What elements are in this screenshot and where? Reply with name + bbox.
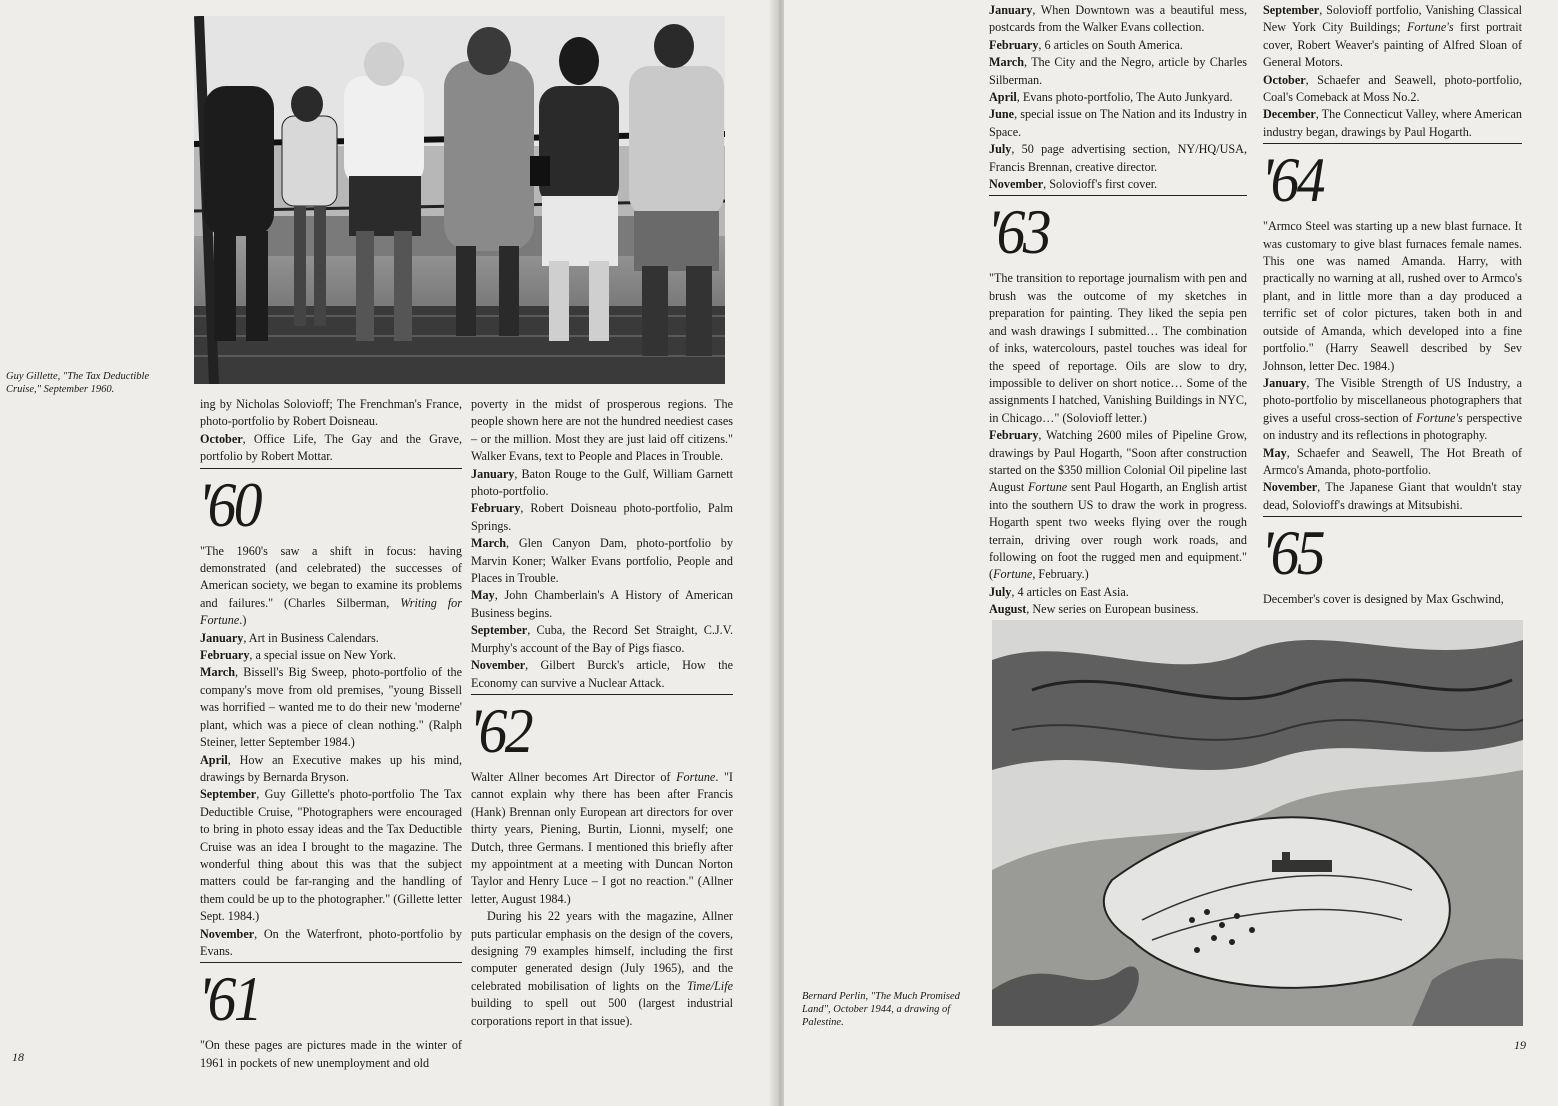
entry-text: , The Connecticut Valley, where American industry began, drawings by Paul Hogarth. [1263, 107, 1522, 139]
entry-july-1962 [989, 141, 1247, 176]
page-number-left: 18 [12, 1050, 24, 1064]
entry-september-1960 [200, 786, 462, 925]
entry-text: , Art in Business Calendars. [243, 630, 379, 645]
right-column-1 [989, 2, 1247, 619]
quote-1961: "On these pages are pictures made in the winter of 1961 in pockets of new unemployment and old [200, 1038, 462, 1070]
month-label: July [989, 584, 1012, 599]
entry-november-1961 [471, 657, 733, 692]
entry-march-1960 [200, 664, 462, 751]
text: ing by Nicholas Solovioff; The Frenchman's France, photo-portfolio by Robert Doisneau. [200, 397, 462, 429]
paragraph-1962-allner [471, 769, 733, 908]
entry-text: , When Downtown was a beautiful mess, postcards from the Walker Evans collection. [989, 3, 1247, 35]
entry-text: , Robert Doisneau photo-portfolio, Palm Springs. [471, 501, 733, 533]
carryover-1959 [200, 396, 462, 431]
text: .) [239, 613, 247, 628]
building-title: Time/Life [686, 978, 733, 993]
month-label: November [989, 177, 1044, 192]
entry-may-1961 [471, 587, 733, 622]
month-label: October [1263, 72, 1306, 87]
cruise-photo-image [194, 16, 725, 384]
left-page [0, 0, 774, 1106]
text: "The 1960's saw a shift in focus: having demonstrated (and celebrated) the successes of American society, we began to examine its problems and failures." (Charles Silberman, [200, 543, 462, 610]
right-column-2 [1263, 2, 1522, 609]
year-heading-1961: '61 [198, 963, 260, 1035]
entry-october-1963 [1263, 72, 1522, 107]
left-column-2 [471, 396, 733, 1030]
month-label: January [200, 630, 244, 645]
entry-text: , John Chamberlain's A History of American Business begins. [471, 588, 733, 620]
entry-text: , Gilbert Burck's article, How the Economy can survive a Nuclear Attack. [471, 658, 733, 690]
month-label: November [471, 658, 526, 673]
month-label: January [1263, 375, 1307, 390]
month-label: February [989, 428, 1039, 443]
month-label: November [200, 926, 255, 941]
entry-text: , The City and the Negro, article by Charles Silberman. [989, 55, 1247, 87]
month-label: February [200, 648, 250, 663]
entry-text: , Solovioff portfolio, Vanishing Classical New York City Buildings; [1263, 3, 1522, 35]
entry-january-1962 [989, 2, 1247, 37]
show-through-texture [10, 470, 190, 487]
entry-march-1961 [471, 535, 733, 587]
magazine-title: Fortune's [1416, 410, 1463, 425]
month-label: April [989, 90, 1017, 105]
cruise-photo [194, 16, 725, 384]
paragraph-1962-covers [471, 908, 733, 1030]
entry-december-1963 [1263, 106, 1522, 141]
text: Walter Allner becomes Art Director of [471, 769, 677, 784]
entry-text: , Solovioff's first cover. [1043, 177, 1158, 192]
entry-text: , 6 articles on South America. [1038, 37, 1183, 52]
magazine-title: Fortune's [1406, 20, 1454, 35]
month-label: September [1263, 3, 1320, 17]
entry-text: , Guy Gillette's photo-portfolio The Tax Deductible Cruise, "Photographers were encouraged to bring in photo essay ideas and the Tax Deductible Cruise was an idea I brought to the magazine. The wonderful thing about this was that the subject matters could be far-ranging and the handling of them could be up to the photographer." (Gillette letter Sept. 1984.) [200, 787, 462, 924]
entry-february-1962 [989, 37, 1247, 54]
entry-july-1963 [989, 584, 1247, 601]
entry-march-1962 [989, 54, 1247, 89]
entry-text: , Baton Rouge to the Gulf, William Garnett photo-portfolio. [471, 466, 733, 499]
entry-text: , New series on European business. [1026, 602, 1199, 617]
entry-june-1962 [989, 106, 1247, 141]
perlin-drawing-image [992, 620, 1523, 1026]
month-label: December [1263, 107, 1316, 122]
month-label: October [200, 431, 243, 446]
entry-september-1963 [1263, 2, 1522, 72]
entry-text: , Schaefer and Seawell, photo-portfolio, Coal's Comeback at Moss No.2. [1263, 72, 1522, 105]
year-heading-1960: '60 [198, 468, 260, 540]
entry-text: , February.) [1032, 567, 1089, 582]
entry-text: , How an Executive makes up his mind, drawings by Bernarda Bryson. [200, 752, 462, 784]
month-label: August [989, 602, 1027, 617]
entry-text: , Cuba, the Record Set Straight, C.J.V. Murphy's account of the Bay of Pigs fiasco. [471, 623, 733, 655]
entry-text: , On the Waterfront, photo-portfolio by Evans. [200, 926, 462, 958]
entry-april-1962 [989, 89, 1247, 106]
photo-caption: Guy Gillette, "The Tax Deductible Cruise," September 1960. [6, 371, 150, 395]
year-heading-1965: '65 [1261, 517, 1323, 589]
month-label: April [200, 752, 228, 767]
entry-february-1963 [989, 427, 1247, 584]
entry-text: , The Japanese Giant that wouldn't stay dead, Solovioff's drawings at Mitsubishi. [1263, 480, 1522, 512]
magazine-title: Fortune [1027, 480, 1068, 495]
text: building to spell out 500 (largest industrial corporations report in that issue). [471, 996, 733, 1028]
quote-1960 [200, 543, 462, 630]
entry-text: , Office Life, The Gay and the Grave, portfolio by Robert Mottar. [200, 431, 462, 464]
entry-text: , Schaefer and Seawell, The Hot Breath of Armco's Amanda, photo-portfolio. [1263, 445, 1522, 477]
entry-february-1961 [471, 500, 733, 535]
left-column-1 [200, 396, 462, 1072]
text: . "I cannot explain why there has been after Francis (Hank) Brennan only European art directors for over thirty years, Piening, Burtin, Lionni, myself; one Dutch, three Germans. I mentioned this briefly after my appointment at a meeting with Duncan Norton Taylor and Henry Luce – I got no reaction." (Allner letter, August 1984.) [471, 769, 733, 906]
month-label: July [989, 142, 1012, 157]
month-label: January [471, 466, 515, 481]
month-label: September [471, 623, 528, 638]
month-label: February [989, 37, 1039, 52]
quote-1963: "The transition to reportage journalism with pen and brush was the outcome of my sketches in preparation for painting. They liked the sepia pen and wash drawings I submitted… The combination of inks, watercolours, pastel touches was ideal for the speed of reportage. Oils are slow to dry, impossible to deliver on short notice… Some of the assignments I hatched, Vanishing Buildings in NYC, in Chicago…" (Solovioff letter.) [989, 271, 1247, 425]
entry-text: , Bissell's Big Sweep, photo-portfolio of the company's move from old premises, "young Bissell was horrified – wanted me to do their new 'moderne' plant, which was a piece of clean nothing." (Ralph Steiner, letter September 1984.) [200, 665, 462, 750]
entry-text: , special issue on The Nation and its Industry in Space. [989, 107, 1247, 139]
entry-april-1960 [200, 752, 462, 787]
entry-text: , The Visible Strength of US Industry, a photo-portfolio by miscellaneous photographers that gives a useful cross-section of [1263, 375, 1522, 425]
quote-1961-continued: poverty in the midst of prosperous regions. The people shown here are not the hundred neediest cases – or the million. Most they are just laid off citizens." Walker Evans, text to People and Places in Trouble. [471, 397, 733, 464]
month-label: March [471, 536, 506, 551]
month-label: June [989, 107, 1015, 122]
entry-text: first portrait cover, Robert Weaver's painting of Alfred Sloan of General Motors. [1263, 20, 1522, 70]
book-title: Writing for Fortune [200, 595, 462, 628]
month-label: May [471, 588, 495, 603]
entry-text: , 50 page advertising section, NY/HQ/USA, Francis Brennan, creative director. [989, 142, 1247, 174]
entry-text: perspective on industry and its reflections in photography. [1263, 410, 1523, 443]
perlin-drawing [992, 620, 1523, 1026]
entry-august-1963 [989, 601, 1247, 618]
month-label: November [1263, 480, 1318, 495]
entry-november-1962 [989, 176, 1247, 193]
month-label: January [989, 3, 1033, 17]
month-label: February [471, 501, 521, 516]
entry-october-1959 [200, 431, 462, 466]
text: During his 22 years with the magazine, Allner puts particular emphasis on the design of the covers, designing 79 examples himself, including the first computer generated design (July 1965), and the celebrated mobilisation of lights on the [471, 909, 733, 993]
entry-november-1960 [200, 926, 462, 961]
magazine-title: Fortune [676, 769, 716, 784]
entry-february-1960 [200, 647, 462, 664]
magazine-title: Fortune [993, 567, 1033, 582]
entry-november-1964 [1263, 479, 1522, 514]
entry-text: , Glen Canyon Dam, photo-portfolio by Marvin Koner; Walker Evans portfolio, People and Places in Trouble. [471, 536, 733, 586]
entry-may-1964 [1263, 445, 1522, 480]
year-heading-1963: '63 [987, 196, 1049, 268]
right-page [784, 0, 1558, 1106]
entry-january-1960 [200, 630, 462, 647]
entry-text: , Watching 2600 miles of Pipeline Grow, drawings by Paul Hogarth, "Soon after construction started on the $350 million Colonial Oil pipeline last August [989, 428, 1247, 495]
entry-text: , a special issue on New York. [249, 648, 396, 663]
year-heading-1962: '62 [469, 694, 531, 766]
page-number-right: 19 [1514, 1038, 1526, 1052]
entry-january-1964 [1263, 375, 1522, 445]
year-heading-1964: '64 [1261, 144, 1323, 216]
entry-september-1961 [471, 622, 733, 657]
paragraph-1965: December's cover is designed by Max Gschwind, [1263, 592, 1504, 607]
entry-text: sent Paul Hogarth, an English artist into the southern US to draw the work in progress. Hogarth spent two weeks flying over the rough terrain, driving over rough work roads, and following on foot the rugged men and equipment." ( [989, 480, 1247, 582]
month-label: May [1263, 445, 1287, 460]
drawing-caption: Bernard Perlin, "The Much Promised Land", October 1944, a drawing of Palestine. [802, 991, 960, 1028]
quote-1964: "Armco Steel was starting up a new blast furnace. It was customary to give blast furnaces female names. This one was named Amanda. Harry, with practically no warning at all, rushed over to Armco's plant, and in little more than a day produced a terrific set of color pictures, taken both in and outside of Amanda, which developed into a fine portfolio." (Harry Seawell described by Sev Johnson, letter Dec. 1984.) [1263, 219, 1522, 373]
month-label: March [200, 665, 235, 680]
month-label: March [989, 55, 1024, 70]
entry-text: , 4 articles on East Asia. [1011, 584, 1129, 599]
month-label: September [200, 787, 257, 802]
entry-text: , Evans photo-portfolio, The Auto Junkyard. [1016, 90, 1233, 105]
entry-january-1961 [471, 466, 733, 501]
